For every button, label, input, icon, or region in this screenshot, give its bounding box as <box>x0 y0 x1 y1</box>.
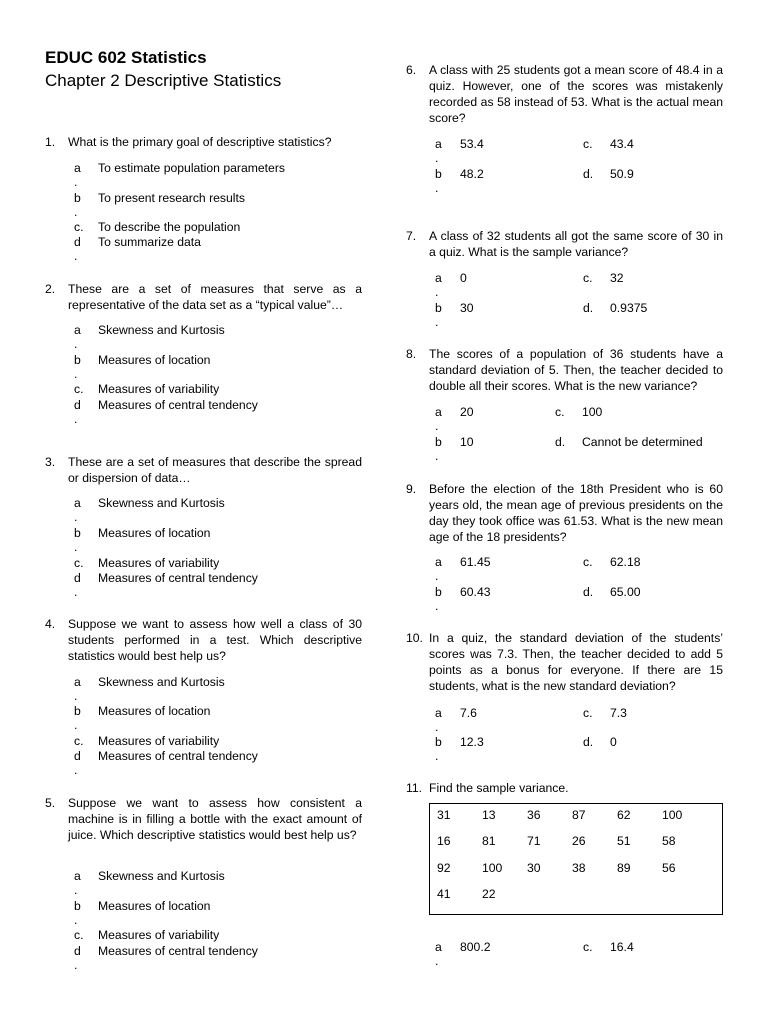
option-dot: . <box>74 913 78 927</box>
option-dot: . <box>435 151 439 165</box>
table-cell: 26 <box>572 834 586 848</box>
course-title: EDUC 602 Statistics <box>45 48 207 67</box>
table-cell: 100 <box>662 808 683 822</box>
option-letter[interactable]: d <box>74 571 81 585</box>
table-cell: 92 <box>437 861 451 875</box>
option-letter[interactable]: a <box>74 869 81 883</box>
option-letter[interactable]: a <box>74 496 81 510</box>
option-text[interactable]: 12.3 <box>460 735 484 749</box>
table-cell: 13 <box>482 808 496 822</box>
option-text[interactable]: Measures of variability <box>98 734 220 748</box>
option-dot: . <box>74 540 78 554</box>
option-letter[interactable]: d. <box>555 435 566 449</box>
option-text[interactable]: Measures of variability <box>98 928 220 942</box>
option-text[interactable]: 20 <box>460 405 474 419</box>
option-text[interactable]: Measures of central tendency <box>98 571 258 585</box>
option-letter[interactable]: d. <box>583 735 594 749</box>
option-letter[interactable]: c. <box>74 734 84 748</box>
option-dot: . <box>74 510 78 524</box>
option-letter[interactable]: a <box>435 137 442 151</box>
option-dot: . <box>435 181 439 195</box>
option-text[interactable]: 43.4 <box>610 137 634 151</box>
option-letter[interactable]: c. <box>583 706 593 720</box>
question-text: These are a set of measures that describe the spread or dispersion of data… <box>68 455 362 485</box>
table-cell: 22 <box>482 887 496 901</box>
table-cell: 16 <box>437 834 451 848</box>
option-text[interactable]: Measures of location <box>98 899 211 913</box>
option-dot: . <box>74 883 78 897</box>
option-dot: . <box>74 367 78 381</box>
option-text[interactable]: Measures of location <box>98 704 211 718</box>
option-letter[interactable]: b <box>435 301 442 315</box>
option-dot: . <box>435 954 439 968</box>
option-text[interactable]: Measures of central tendency <box>98 944 258 958</box>
table-cell: 38 <box>572 861 586 875</box>
option-text[interactable]: 0.9375 <box>610 301 648 315</box>
option-text[interactable]: Measures of location <box>98 526 211 540</box>
option-text[interactable]: 60.43 <box>460 585 491 599</box>
option-letter[interactable]: b <box>74 191 81 205</box>
option-letter[interactable]: c. <box>555 405 565 419</box>
table-cell: 87 <box>572 808 586 822</box>
question-text: Find the sample variance. <box>429 781 569 795</box>
option-text[interactable]: Measures of variability <box>98 382 220 396</box>
option-dot: . <box>435 599 439 613</box>
option-letter[interactable]: c. <box>583 137 593 151</box>
option-dot: . <box>435 749 439 763</box>
option-letter[interactable]: d <box>74 749 81 763</box>
option-text[interactable]: Skewness and Kurtosis <box>98 323 225 337</box>
option-text[interactable]: 800.2 <box>460 940 491 954</box>
table-cell: 62 <box>617 808 631 822</box>
table-cell: 58 <box>662 834 676 848</box>
question-number: 7. <box>406 229 417 243</box>
option-text[interactable]: To present research results <box>98 191 245 205</box>
option-dot: . <box>74 249 78 263</box>
option-letter[interactable]: a <box>435 405 442 419</box>
question-number: 11. <box>406 781 423 795</box>
option-letter[interactable]: c. <box>583 271 593 285</box>
option-letter[interactable]: b <box>74 526 81 540</box>
option-letter[interactable]: b <box>435 735 442 749</box>
question-number: 10. <box>406 631 423 645</box>
option-letter[interactable]: d. <box>583 585 594 599</box>
option-dot: . <box>435 569 439 583</box>
option-text[interactable]: 53.4 <box>460 137 484 151</box>
option-text[interactable]: Measures of central tendency <box>98 749 258 763</box>
option-letter[interactable]: a <box>435 555 442 569</box>
option-text[interactable]: 0 <box>610 735 617 749</box>
option-dot: . <box>435 720 439 734</box>
option-text[interactable]: Measures of location <box>98 353 211 367</box>
question-number: 3. <box>45 455 56 469</box>
option-dot: . <box>74 175 78 189</box>
option-text[interactable]: 10 <box>460 435 474 449</box>
data-table <box>429 803 723 915</box>
option-letter[interactable]: a <box>435 706 442 720</box>
option-text[interactable]: Measures of central tendency <box>98 398 258 412</box>
option-text[interactable]: Skewness and Kurtosis <box>98 869 225 883</box>
option-dot: . <box>74 718 78 732</box>
option-letter[interactable]: c. <box>74 556 84 570</box>
table-cell: 51 <box>617 834 631 848</box>
option-letter[interactable]: c. <box>583 940 593 954</box>
question-text: What is the primary goal of descriptive statistics? <box>68 135 332 149</box>
option-letter[interactable]: b <box>74 899 81 913</box>
option-letter[interactable]: b <box>435 435 442 449</box>
question-text: A class with 25 students got a mean score of 48.4 in a quiz. However, one of the scores was mistakenly recorded as 58 instead of 53. What is the actual mean score? <box>429 63 723 125</box>
option-text[interactable]: 65.00 <box>610 585 641 599</box>
option-text[interactable]: Skewness and Kurtosis <box>98 675 225 689</box>
table-cell: 30 <box>527 861 541 875</box>
option-letter[interactable]: a <box>74 161 81 175</box>
table-cell: 81 <box>482 834 496 848</box>
option-letter[interactable]: d <box>74 235 81 249</box>
question-text: A class of 32 students all got the same score of 30 in a quiz. What is the sample variance? <box>429 229 723 259</box>
question-number: 4. <box>45 617 56 631</box>
table-cell: 31 <box>437 808 451 822</box>
option-letter[interactable]: d <box>74 944 81 958</box>
option-letter[interactable]: b <box>435 585 442 599</box>
question-text: The scores of a population of 36 students have a standard deviation of 5. Then, the teacher decided to double all their scores. What is the new variance? <box>429 347 723 393</box>
option-dot: . <box>435 449 439 463</box>
question-number: 5. <box>45 796 56 810</box>
question-number: 2. <box>45 282 56 296</box>
option-letter[interactable]: c. <box>74 928 84 942</box>
question-text: Before the election of the 18th President who is 60 years old, the mean age of previous presidents on the day they took office was 61.53. What is the new mean age of the 18 presidents? <box>429 482 723 544</box>
option-text[interactable]: To summarize data <box>98 235 201 249</box>
table-cell: 100 <box>482 861 503 875</box>
option-letter[interactable]: d <box>74 398 81 412</box>
option-dot: . <box>435 419 439 433</box>
table-cell: 56 <box>662 861 676 875</box>
option-dot: . <box>74 763 78 777</box>
option-text[interactable]: Skewness and Kurtosis <box>98 496 225 510</box>
option-text[interactable]: 16.4 <box>610 940 634 954</box>
question-text: In a quiz, the standard deviation of the students’ scores was 7.3. Then, the teacher decided to add 5 points as a bonus for everyone. If there are 15 students, what is the new standard deviation? <box>429 631 723 693</box>
option-text[interactable]: To estimate population parameters <box>98 161 285 175</box>
option-text[interactable]: 7.6 <box>460 706 477 720</box>
option-letter[interactable]: c. <box>74 220 84 234</box>
option-text[interactable]: 62.18 <box>610 555 641 569</box>
option-text[interactable]: 0 <box>460 271 467 285</box>
option-dot: . <box>435 285 439 299</box>
table-cell: 71 <box>527 834 541 848</box>
option-text[interactable]: 50.9 <box>610 167 634 181</box>
option-dot: . <box>74 412 78 426</box>
chapter-title: Chapter 2 Descriptive Statistics <box>45 71 282 90</box>
option-dot: . <box>74 585 78 599</box>
question-text: These are a set of measures that serve as a representative of the data set as a “typical value”… <box>68 282 362 312</box>
option-letter[interactable]: c. <box>583 555 593 569</box>
option-dot: . <box>74 689 78 703</box>
option-text[interactable]: Cannot be determined <box>582 435 703 449</box>
option-text[interactable]: 61.45 <box>460 555 491 569</box>
table-cell: 89 <box>617 861 631 875</box>
option-text[interactable]: 48.2 <box>460 167 484 181</box>
option-text[interactable]: 32 <box>610 271 624 285</box>
option-letter[interactable]: b <box>435 167 442 181</box>
option-dot: . <box>74 337 78 351</box>
option-dot: . <box>74 958 78 972</box>
question-text: Suppose we want to assess how well a class of 30 students performed in a test. Which descriptive statistics would best help us? <box>68 617 362 663</box>
option-text[interactable]: 7.3 <box>610 706 627 720</box>
option-letter[interactable]: b <box>74 353 81 367</box>
option-letter[interactable]: d. <box>583 301 594 315</box>
table-cell: 36 <box>527 808 541 822</box>
option-text[interactable]: Measures of variability <box>98 556 220 570</box>
option-dot: . <box>74 205 78 219</box>
table-cell: 41 <box>437 887 451 901</box>
option-letter[interactable]: c. <box>74 382 84 396</box>
question-text: Suppose we want to assess how consistent a machine is in filling a bottle with the exact amount of juice. Which descriptive statistics would best help us? <box>68 796 362 842</box>
option-text[interactable]: To describe the population <box>98 220 241 234</box>
question-number: 1. <box>45 135 56 149</box>
question-number: 8. <box>406 347 417 361</box>
question-number: 9. <box>406 482 417 496</box>
option-letter[interactable]: d. <box>583 167 594 181</box>
option-text[interactable]: 30 <box>460 301 474 315</box>
option-letter[interactable]: a <box>74 323 81 337</box>
option-dot: . <box>435 315 439 329</box>
question-number: 6. <box>406 63 417 77</box>
option-letter[interactable]: a <box>74 675 81 689</box>
option-text[interactable]: 100 <box>582 405 603 419</box>
option-letter[interactable]: a <box>435 271 442 285</box>
option-letter[interactable]: a <box>435 940 442 954</box>
option-letter[interactable]: b <box>74 704 81 718</box>
